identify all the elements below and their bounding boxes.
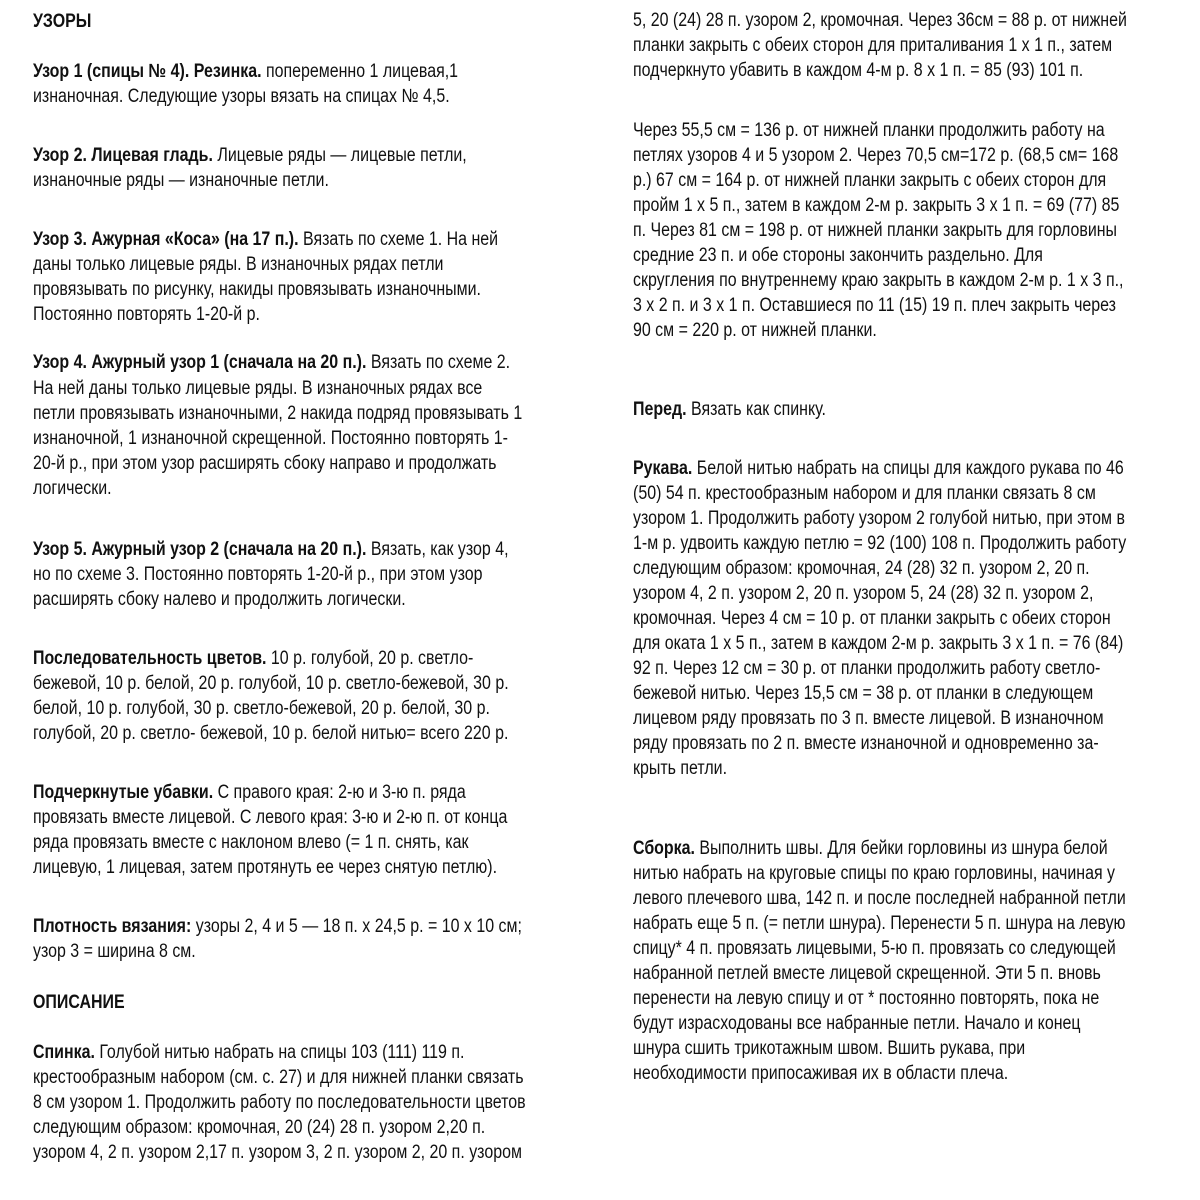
assembly-title: Сборка. <box>633 838 695 859</box>
text-line: изнаночная. Следующие узоры вязать на спицах № 4,5. <box>33 86 450 107</box>
text-line: необходимости припосаживая их в области плеча. <box>633 1063 1009 1084</box>
text-line: средние 23 п. и обе стороны закончить раздельно. Для <box>633 245 1043 266</box>
color-sequence-title: Последовательность цветов. <box>33 648 267 669</box>
text-line: нитью набрать на круговые спицы по краю горловины, начиная у <box>633 863 1116 884</box>
text-line: перенести на левую спицу и от * постоянно повторять, пока не <box>633 988 1100 1009</box>
text-line: петлях узоров 4 и 5 узором 2. Через 70,5 см=172 р. (68,5 см= 168 <box>633 145 1119 166</box>
text-span: Вязать по схеме 2. <box>366 352 511 373</box>
text-line: лицевом ряду провязать по 3 п. вместе лицевой. В изнаночном <box>633 708 1104 729</box>
text-line <box>33 537 509 562</box>
text-line: п. Через 81 см = 198 р. от нижней планки закрыть для горловины <box>633 220 1118 241</box>
text-span: Лицевые ряды — лицевые петли, <box>212 145 467 166</box>
front-title: Перед. <box>633 399 687 420</box>
text-line: крестообразным набором (см. с. 27) и для нижней планки связать <box>33 1067 524 1088</box>
text-line: набранной петлей вместе лицевой скрещенной. Эти 5 п. вновь <box>633 963 1101 984</box>
text-line: крыть петли. <box>633 758 728 779</box>
text-line: спицу* 4 п. провязать лицевыми, 5-ю п. провязать со следующей <box>633 938 1116 959</box>
heading-description: ОПИСАНИЕ <box>33 992 125 1013</box>
text-line: (50) 54 п. крестообразным набором и для планки связать 8 см <box>633 483 1096 504</box>
text-line: следующим образом: кромочная, 20 (24) 28 п. узором 2,20 п. <box>33 1117 486 1138</box>
text-line: будут израсходованы все набранные петли. Начало и конец <box>633 1013 1081 1034</box>
text-span: Выполнить швы. Для бейки горловины из шнура белой <box>694 838 1108 859</box>
heading-patterns: УЗОРЫ <box>33 11 92 32</box>
text-line: узором 4, 2 п. узором 2, 20 п. узором 5, 24 (28) 32 п. узором 2, <box>633 583 1094 604</box>
text-line <box>33 1040 464 1065</box>
text-span: попеременно 1 лицевая,1 <box>261 61 459 82</box>
gauge-title: Плотность вязания: <box>33 916 192 937</box>
text-line <box>33 780 466 805</box>
text-line: набрать еще 5 п. (= петли шнура). Перенести 5 п. шнура на левую <box>633 913 1126 934</box>
text-line: даны только лицевые ряды. В изнаночных рядах петли <box>33 254 444 275</box>
text-line: подчеркнуто убавить в каждом 4-м р. 8 х 1 п. = 85 (93) 101 п. <box>633 60 1084 81</box>
text-line: бежевой нитью. Через 15,5 см = 38 р. от планки в следующем <box>633 683 1094 704</box>
text-line: скругления по внутреннему краю закрыть в каждом 2-м р. 1 х 3 п., <box>633 270 1124 291</box>
text-line <box>33 227 498 252</box>
text-line: 5, 20 (24) 28 п. узором 2, кромочная. Через 36см = 88 р. от нижней <box>633 10 1127 31</box>
text-line <box>33 59 458 84</box>
text-line: шнура сшить трикотажным швом. Вшить рукава, при <box>633 1038 1026 1059</box>
text-line: Постоянно повторять 1-20-й р. <box>33 304 260 325</box>
text-line: но по схеме 3. Постоянно повторять 1-20-й р., при этом узор <box>33 564 483 585</box>
text-line: р.) 67 см = 164 р. от нижней планки закрыть с обеих сторон для <box>633 170 1107 191</box>
text-line: 90 см = 220 р. от нижней планки. <box>633 320 877 341</box>
text-line: ряда провязать вместе с наклоном влево (= 1 п. снять, как <box>33 832 469 853</box>
text-line <box>633 456 1124 481</box>
text-line: узор 3 = ширина 8 см. <box>33 941 196 962</box>
text-line: пройм 1 х 5 п., затем в каждом 2-м р. закрыть 3 х 1 п. = 69 (77) 85 <box>633 195 1120 216</box>
text-line: петли провязывать изнаночными, 2 накида подряд провязывать 1 <box>33 403 523 424</box>
text-line: ряду провязать по 2 п. вместе изнаночной и одновременно за- <box>633 733 1099 754</box>
text-line <box>33 350 510 375</box>
text-line: планки закрыть с обеих сторон для приталивания 1 х 1 п., затем <box>633 35 1113 56</box>
text-line: 8 см узором 1. Продолжить работу по последовательности цветов <box>33 1092 526 1113</box>
text-line <box>633 397 826 422</box>
decreases-title: Подчеркнутые убавки. <box>33 782 214 803</box>
pattern-5-title: Узор 5. Ажурный узор 2 (сначала на 20 п.). <box>33 539 367 560</box>
text-line: голубой, 20 р. светло- бежевой, 10 р. белой нитью= всего 220 р. <box>33 723 509 744</box>
text-line: 1-м р. удвоить каждую петлю = 92 (100) 108 п. Продолжить работу <box>633 533 1127 554</box>
pattern-3-title: Узор 3. Ажурная «Коса» (на 17 п.). <box>33 229 299 250</box>
text-line: кромочная. Через 4 см = 10 р. от планки закрыть с обеих сторон <box>633 608 1111 629</box>
pattern-2-title: Узор 2. Лицевая гладь. <box>33 145 213 166</box>
text-line: белой, 10 р. голубой, 30 р. светло-бежевой, 20 р. белой, 30 р. <box>33 698 490 719</box>
text-line: расширять сбоку налево и продолжить логически. <box>33 589 406 610</box>
sleeves-title: Рукава. <box>633 458 693 479</box>
text-line <box>33 914 522 939</box>
text-line: На ней даны только лицевые ряды. В изнаночных рядах все <box>33 378 483 399</box>
text-line: следующим образом: кромочная, 24 (28) 32 п. узором 2, 20 п. <box>633 558 1090 579</box>
back-title: Спинка. <box>33 1042 95 1063</box>
text-line: изнаночной, 1 изнаночной скрещенной. Постоянно повторять 1- <box>33 428 508 449</box>
text-line: узором 1. Продолжить работу узором 2 голубой нитью, при этом в <box>633 508 1125 529</box>
text-span: Вязать как спинку. <box>686 399 826 420</box>
text-span: С правого края: 2-ю и 3-ю п. ряда <box>213 782 466 803</box>
text-line <box>633 836 1108 861</box>
text-line <box>33 646 473 671</box>
text-line: провязывать по рисунку, накиды провязывать изнаночными. <box>33 279 481 300</box>
text-line: для оката 1 х 5 п., затем в каждом 2-м р. закрыть 3 х 1 п. = 76 (84) <box>633 633 1124 654</box>
pattern-1-title: Узор 1 (спицы № 4). Резинка. <box>33 61 262 82</box>
text-line: изнаночные ряды — изнаночные петли. <box>33 170 329 191</box>
text-line: 3 х 2 п. и 3 х 1 п. Оставшиеся по 11 (15) 19 п. плеч закрыть через <box>633 295 1116 316</box>
text-line: узором 4, 2 п. узором 2,17 п. узором 3, 2 п. узором 2, 20 п. узором <box>33 1142 522 1163</box>
text-span: 10 р. голубой, 20 р. светло- <box>266 648 474 669</box>
text-line: логически. <box>33 478 112 499</box>
pattern-4-title: Узор 4. Ажурный узор 1 (сначала на 20 п.). <box>33 352 367 373</box>
text-line: левого плечевого шва, 142 п. и после последней набранной петли <box>633 888 1126 909</box>
text-line: лицевую, 1 лицевая, затем протянуть ее через снятую петлю). <box>33 857 498 878</box>
text-line: Через 55,5 см = 136 р. от нижней планки продолжить работу на <box>633 120 1105 141</box>
text-span: узоры 2, 4 и 5 — 18 п. х 24,5 р. = 10 х 10 см; <box>191 916 522 937</box>
text-span: Белой нитью набрать на спицы для каждого рукава по 46 <box>692 458 1124 479</box>
text-span: Вязать, как узор 4, <box>366 539 509 560</box>
text-line: бежевой, 10 р. белой, 20 р. голубой, 10 р. светло-бежевой, 30 р. <box>33 673 509 694</box>
text-line <box>33 143 467 168</box>
text-line: провязать вместе лицевой. С левого края: 3-ю и 2-ю п. от конца <box>33 807 508 828</box>
text-span: Голубой нитью набрать на спицы 103 (111) 119 п. <box>94 1042 465 1063</box>
text-line: 20-й р., при этом узор расширять сбоку направо и продолжать <box>33 453 497 474</box>
text-line: 92 п. Через 12 см = 30 р. от планки продолжить работу светло- <box>633 658 1101 679</box>
text-span: Вязать по схеме 1. На ней <box>298 229 499 250</box>
